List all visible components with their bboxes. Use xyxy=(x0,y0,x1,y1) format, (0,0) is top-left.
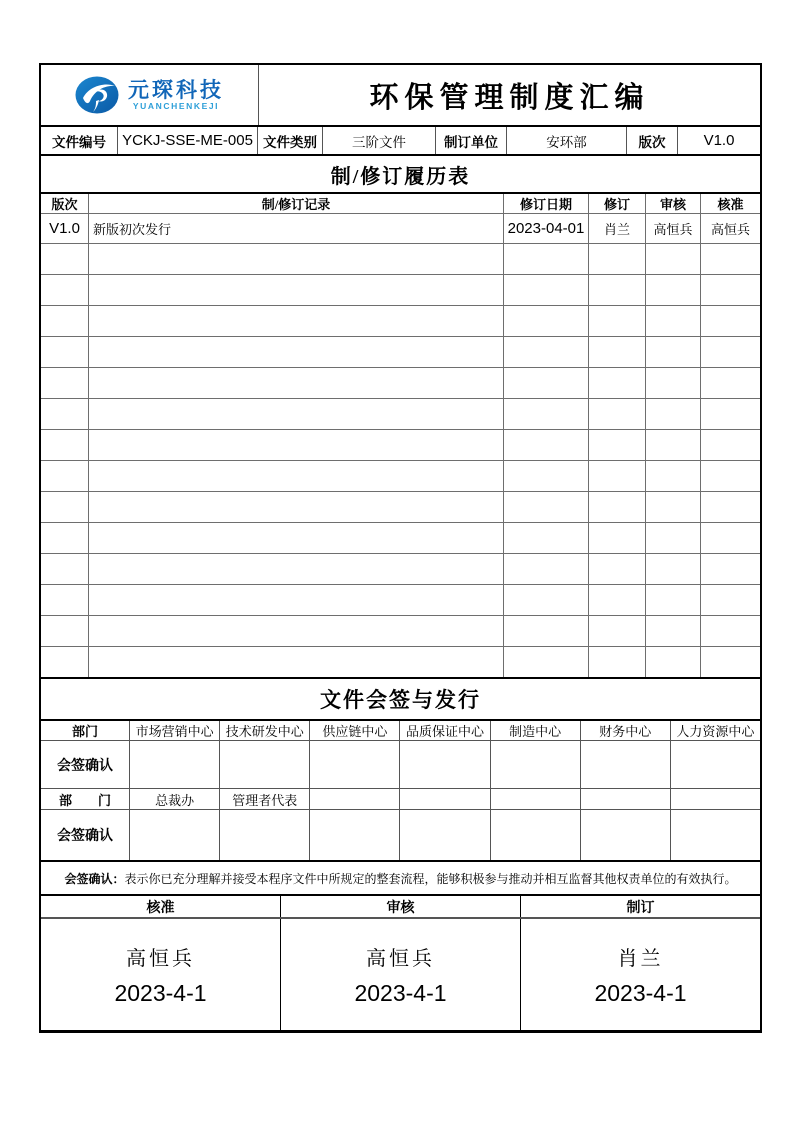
doc-number-label: 文件编号 xyxy=(52,134,106,150)
countersign-cell xyxy=(129,741,219,788)
empty-cell xyxy=(700,647,760,677)
department-label-1: 部门 xyxy=(71,724,98,739)
empty-cell xyxy=(588,430,645,460)
empty-cell xyxy=(41,554,88,584)
department-cell: 人力资源中心 xyxy=(670,721,760,740)
countersign-cell xyxy=(129,810,219,860)
countersign-cell xyxy=(219,741,309,788)
company-logo-text xyxy=(128,77,224,111)
draft-date: 2023-4-1 xyxy=(594,980,687,1006)
empty-cell xyxy=(88,275,503,305)
empty-cell xyxy=(588,461,645,491)
col-header-reviewer: 审核 xyxy=(645,194,700,213)
empty-cell xyxy=(588,368,645,398)
empty-cell xyxy=(41,368,88,398)
empty-cell xyxy=(503,616,588,646)
empty-cell xyxy=(41,337,88,367)
empty-cell xyxy=(503,461,588,491)
empty-cell xyxy=(503,492,588,522)
empty-cell xyxy=(503,399,588,429)
revision-record: 新版初次发行 xyxy=(88,214,503,243)
countersign-note-label: 会签确认： xyxy=(64,871,125,886)
revision-empty-row xyxy=(41,274,760,305)
review-column-header: 审核 xyxy=(280,896,520,917)
empty-cell xyxy=(700,492,760,522)
empty-cell xyxy=(503,585,588,615)
company-logo xyxy=(41,65,258,125)
countersign-section-title: 文件会签与发行 xyxy=(41,677,760,719)
empty-cell xyxy=(588,523,645,553)
approve-date: 2023-4-1 xyxy=(114,980,207,1006)
draft-column-header: 制订 xyxy=(520,896,760,917)
issuing-unit-label: 制订单位 xyxy=(435,127,506,154)
revision-empty-row xyxy=(41,646,760,677)
countersign-note-text: 表示你已充分理解并接受本程序文件中所规定的整套流程，能够积极参与推动并相互监督其他权责单位的有效执行。 xyxy=(124,871,737,886)
empty-cell xyxy=(700,430,760,460)
empty-cell xyxy=(88,461,503,491)
empty-cell xyxy=(588,616,645,646)
countersign-label-1: 会签确认 xyxy=(57,758,113,774)
department-cell: 技术研发中心 xyxy=(219,721,309,740)
revision-empty-row xyxy=(41,398,760,429)
empty-cell xyxy=(645,647,700,677)
empty-cell xyxy=(588,647,645,677)
countersign-row-1 xyxy=(41,740,760,788)
countersign-cell xyxy=(670,810,760,860)
document-header xyxy=(41,65,760,125)
department-cell: 品质保证中心 xyxy=(399,721,489,740)
doc-category-label: 文件类别 xyxy=(257,127,322,154)
col-header-version: 版次 xyxy=(51,197,78,212)
department-row-1 xyxy=(41,719,760,740)
countersign-cell xyxy=(309,810,399,860)
empty-cell xyxy=(88,616,503,646)
empty-cell xyxy=(645,368,700,398)
countersign-cell xyxy=(399,741,489,788)
col-header-date: 修订日期 xyxy=(503,194,588,213)
approve-signature xyxy=(41,919,280,1030)
empty-cell xyxy=(588,554,645,584)
revision-table-row xyxy=(41,213,760,243)
empty-cell xyxy=(588,399,645,429)
department-cell: 制造中心 xyxy=(490,721,580,740)
empty-cell xyxy=(700,523,760,553)
empty-cell xyxy=(503,523,588,553)
revision-date: 2023-04-01 xyxy=(503,214,588,243)
draft-signature xyxy=(520,919,760,1030)
revision-table-header xyxy=(41,192,760,213)
empty-cell xyxy=(700,461,760,491)
approver-name: 高恒兵 xyxy=(126,948,195,970)
empty-cell xyxy=(645,399,700,429)
department-cell xyxy=(490,789,580,809)
revision-empty-row xyxy=(41,615,760,646)
empty-cell xyxy=(88,306,503,336)
empty-cell xyxy=(700,244,760,274)
empty-cell xyxy=(41,616,88,646)
company-name-cn: 元琛科技 xyxy=(128,77,224,102)
department-row-2 xyxy=(41,788,760,809)
empty-cell xyxy=(88,492,503,522)
empty-cell xyxy=(700,399,760,429)
empty-cell xyxy=(41,430,88,460)
title-cell xyxy=(258,65,760,125)
department-cell xyxy=(580,789,670,809)
empty-cell xyxy=(41,244,88,274)
department-cell: 财务中心 xyxy=(580,721,670,740)
version-label: 版次 xyxy=(626,127,677,154)
empty-cell xyxy=(645,585,700,615)
empty-cell xyxy=(645,461,700,491)
revision-reviewer: 高恒兵 xyxy=(645,214,700,243)
col-header-record: 制/修订记录 xyxy=(88,194,503,213)
empty-cell xyxy=(503,275,588,305)
department-cell: 总裁办 xyxy=(129,789,219,809)
empty-cell xyxy=(700,585,760,615)
empty-cell xyxy=(645,306,700,336)
empty-cell xyxy=(88,647,503,677)
empty-cell xyxy=(88,244,503,274)
signature-body-row xyxy=(41,917,760,1030)
document-form xyxy=(39,63,762,1033)
department-cell xyxy=(399,789,489,809)
revision-empty-rows xyxy=(41,243,760,677)
revision-empty-row xyxy=(41,429,760,460)
empty-cell xyxy=(41,492,88,522)
empty-cell xyxy=(41,399,88,429)
department-cell: 管理者代表 xyxy=(219,789,309,809)
review-date: 2023-4-1 xyxy=(354,980,447,1006)
empty-cell xyxy=(41,275,88,305)
empty-cell xyxy=(645,244,700,274)
empty-cell xyxy=(645,430,700,460)
col-header-approver: 核准 xyxy=(700,194,760,213)
empty-cell xyxy=(645,616,700,646)
empty-cell xyxy=(41,461,88,491)
document-title: 环保管理制度汇编 xyxy=(369,81,650,114)
department-cell xyxy=(670,789,760,809)
drafter-name: 肖兰 xyxy=(617,948,664,970)
revision-empty-row xyxy=(41,584,760,615)
empty-cell xyxy=(88,337,503,367)
empty-cell xyxy=(645,492,700,522)
company-name-en: YUANCHENKEJI xyxy=(132,100,220,111)
revision-reviser: 肖兰 xyxy=(588,214,645,243)
empty-cell xyxy=(645,275,700,305)
empty-cell xyxy=(700,616,760,646)
empty-cell xyxy=(503,430,588,460)
empty-cell xyxy=(88,585,503,615)
reviewer-name: 高恒兵 xyxy=(366,948,435,970)
revision-empty-row xyxy=(41,460,760,491)
empty-cell xyxy=(588,306,645,336)
empty-cell xyxy=(41,585,88,615)
countersign-cell xyxy=(670,741,760,788)
empty-cell xyxy=(88,554,503,584)
approve-column-header: 核准 xyxy=(146,900,175,916)
col-header-reviser: 修订 xyxy=(588,194,645,213)
revision-empty-row xyxy=(41,305,760,336)
empty-cell xyxy=(503,244,588,274)
empty-cell xyxy=(503,368,588,398)
countersign-note xyxy=(41,860,760,894)
empty-cell xyxy=(503,554,588,584)
revision-empty-row xyxy=(41,491,760,522)
revision-section-title: 制/修订履历表 xyxy=(41,154,760,192)
empty-cell xyxy=(645,337,700,367)
empty-cell xyxy=(41,647,88,677)
empty-cell xyxy=(588,585,645,615)
empty-cell xyxy=(88,399,503,429)
countersign-cell xyxy=(490,741,580,788)
empty-cell xyxy=(645,554,700,584)
signature-header-row xyxy=(41,894,760,917)
empty-cell xyxy=(503,306,588,336)
countersign-cell xyxy=(490,810,580,860)
issuing-unit-value: 安环部 xyxy=(506,127,626,154)
empty-cell xyxy=(88,430,503,460)
empty-cell xyxy=(88,368,503,398)
empty-cell xyxy=(503,647,588,677)
empty-cell xyxy=(588,244,645,274)
doc-number-value: YCKJ-SSE-ME-005 xyxy=(117,127,257,154)
empty-cell xyxy=(588,275,645,305)
department-cell: 供应链中心 xyxy=(309,721,399,740)
empty-cell xyxy=(700,275,760,305)
empty-cell xyxy=(700,337,760,367)
empty-cell xyxy=(41,306,88,336)
empty-cell xyxy=(645,523,700,553)
countersign-cell xyxy=(399,810,489,860)
version-value: V1.0 xyxy=(677,127,760,154)
revision-empty-row xyxy=(41,522,760,553)
empty-cell xyxy=(700,306,760,336)
countersign-label-2: 会签确认 xyxy=(57,829,113,844)
revision-empty-row xyxy=(41,367,760,398)
countersign-cell xyxy=(580,810,670,860)
countersign-cell xyxy=(219,810,309,860)
revision-approver: 高恒兵 xyxy=(700,214,760,243)
review-signature xyxy=(280,919,520,1030)
revision-version: V1.0 xyxy=(49,220,80,237)
countersign-cell xyxy=(309,741,399,788)
document-info-row xyxy=(41,125,760,154)
countersign-cell xyxy=(580,741,670,788)
revision-empty-row xyxy=(41,243,760,274)
revision-empty-row xyxy=(41,336,760,367)
company-logo-icon xyxy=(75,76,119,114)
empty-cell xyxy=(88,523,503,553)
doc-category-value: 三阶文件 xyxy=(322,127,435,154)
department-cell xyxy=(309,789,399,809)
revision-empty-row xyxy=(41,553,760,584)
department-cell: 市场营销中心 xyxy=(129,721,219,740)
empty-cell xyxy=(588,337,645,367)
department-label-2: 部 门 xyxy=(58,792,111,808)
empty-cell xyxy=(588,492,645,522)
empty-cell xyxy=(503,337,588,367)
empty-cell xyxy=(700,554,760,584)
empty-cell xyxy=(41,523,88,553)
empty-cell xyxy=(700,368,760,398)
countersign-row-2 xyxy=(41,809,760,860)
